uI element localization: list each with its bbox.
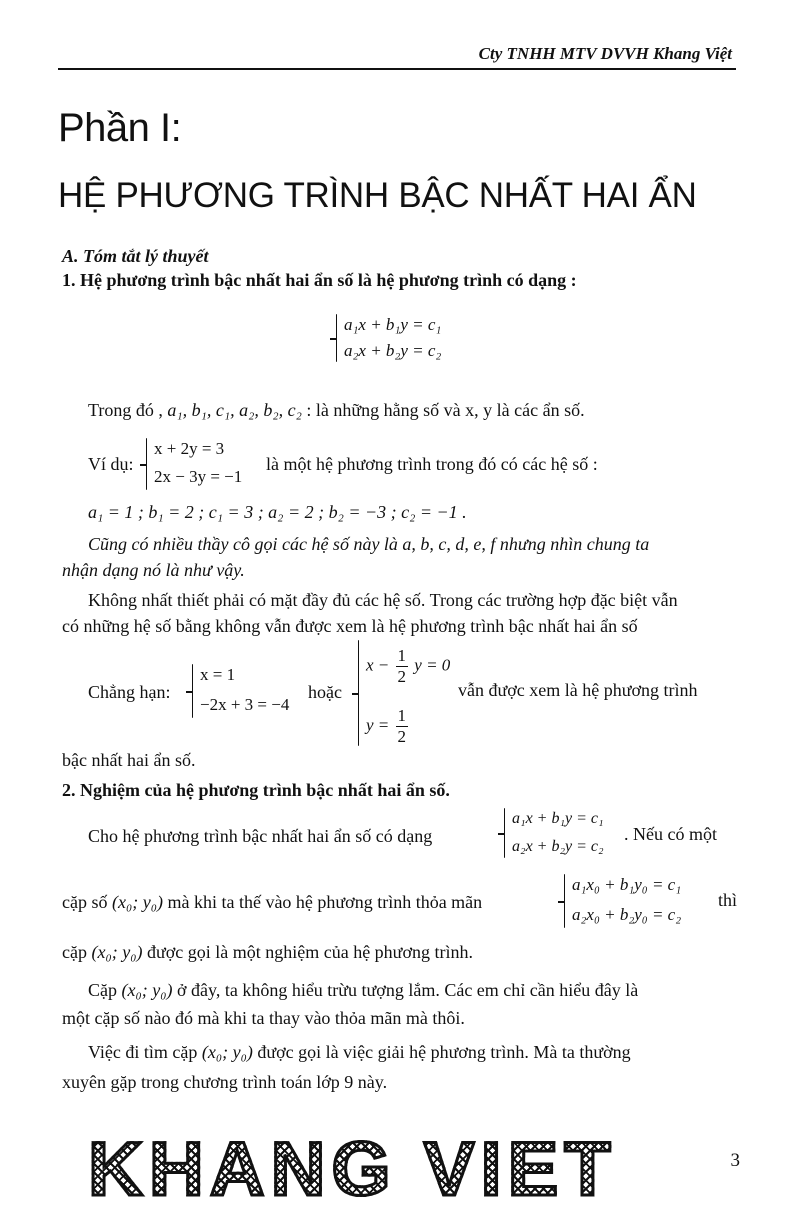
coefficient-values: a₁ = 1 ; b₁ = 2 ; c₁ = 3 ; a₂ = 2 ; b₂ = −3 ; c₂ = −1 .	[88, 502, 467, 522]
fraction-one-half: $\frac{1}{2}$	[397, 706, 407, 746]
result-line: cặp (x₀; y₀) được gọi là một nghiệm của hệ phương trình.	[62, 942, 473, 962]
instance2-line-2: y = $\frac{1}{2}$	[366, 706, 407, 746]
fraction-one-half: $\frac{1}{2}$	[397, 646, 407, 686]
find-line-1: Việc đi tìm cặp (x₀; y₀) được gọi là việc giải hệ phương trình. Mà ta thường	[88, 1042, 631, 1062]
satisfy-line-2: a₂x₀ + b₂y₀ = c₂	[572, 905, 682, 924]
instance-label: Chẳng hạn:	[88, 682, 171, 702]
or-text: hoặc	[308, 682, 342, 702]
instance1-line-2: −2x + 3 = −4	[200, 695, 290, 714]
item2-heading: 2. Nghiệm của hệ phương trình bậc nhất hai ẩn số.	[62, 780, 450, 800]
system-line-1: a₁x + b₁y = c₁	[344, 315, 442, 334]
paragraph-line-1: Không nhất thiết phải có mặt đầy đủ các hệ số. Trong các trường hợp đặc biệt vẫn	[88, 590, 678, 610]
running-header: Cty TNHH MTV DVVH Khang Việt	[478, 44, 732, 63]
brand-watermark: KHANG VIET	[88, 1127, 617, 1212]
note-line-2: nhận dạng nó là như vậy.	[62, 560, 245, 580]
still-text-2: bậc nhất hai ẩn số.	[62, 750, 196, 770]
paragraph-line-2: có những hệ số bằng không vẫn được xem là hệ phương trình bậc nhất hai ẩn số	[62, 616, 638, 636]
coefficients-line: Trong đó , a₁, b₁, c₁, a₂, b₂, c₂ : là những hằng số và x, y là các ẩn số.	[88, 400, 585, 420]
explanation-line-2: một cặp số nào đó mà khi ta thay vào thỏa mãn mà thôi.	[62, 1008, 465, 1028]
part-title: Phần I:	[58, 106, 182, 150]
still-text: vẫn được xem là hệ phương trình	[458, 680, 698, 700]
example-label: Ví dụ:	[88, 454, 134, 474]
instance1-brace	[192, 664, 193, 718]
satisfy-line-1: a₁x₀ + b₁y₀ = c₁	[572, 875, 682, 894]
example-line-1: x + 2y = 3	[154, 439, 225, 458]
header-rule	[58, 68, 736, 70]
given-line-2: a₂x + b₂y = c₂	[512, 838, 604, 855]
explanation-line-1: Cặp (x₀; y₀) ở đây, ta không hiểu trừu tượng lắm. Các em chỉ cần hiểu đây là	[88, 980, 639, 1000]
instance2-brace	[358, 640, 359, 746]
system-brace	[336, 314, 337, 362]
example-brace	[146, 438, 147, 490]
given-text: Cho hệ phương trình bậc nhất hai ẩn số có dạng	[88, 826, 433, 846]
note-line-1: Cũng có nhiều thầy cô gọi các hệ số này là a, b, c, d, e, f nhưng nhìn chung ta	[88, 534, 650, 554]
section-heading: A. Tóm tắt lý thuyết	[62, 246, 209, 266]
given-brace	[504, 808, 505, 858]
instance1-line-1: x = 1	[200, 665, 236, 684]
example-line-2: 2x − 3y = −1	[154, 467, 243, 486]
system-line-2: a₂x + b₂y = c₂	[344, 341, 442, 360]
pair-line: cặp số (x₀; y₀) mà khi ta thế vào hệ phương trình thỏa mãn	[62, 892, 483, 912]
item1-heading: 1. Hệ phương trình bậc nhất hai ẩn số là hệ phương trình có dạng :	[62, 270, 577, 290]
example-text: là một hệ phương trình trong đó có các hệ số :	[266, 454, 598, 474]
pair-variable: (x₀; y₀)	[111, 892, 163, 912]
then-text: thì	[718, 890, 738, 910]
given-text-end: . Nếu có một	[624, 824, 717, 844]
given-line-1: a₁x + b₁y = c₁	[512, 810, 604, 827]
chapter-title: HỆ PHƯƠNG TRÌNH BẬC NHẤT HAI ẨN	[58, 176, 697, 215]
instance2-line-1: x − $\frac{1}{2}$ y = 0	[366, 646, 451, 686]
page-number: 3	[730, 1150, 740, 1171]
coefficient-list: a₁, b₁, c₁, a₂, b₂, c₂	[167, 400, 302, 420]
satisfy-brace	[564, 874, 565, 928]
find-line-2: xuyên gặp trong chương trình toán lớp 9 này.	[62, 1072, 388, 1092]
